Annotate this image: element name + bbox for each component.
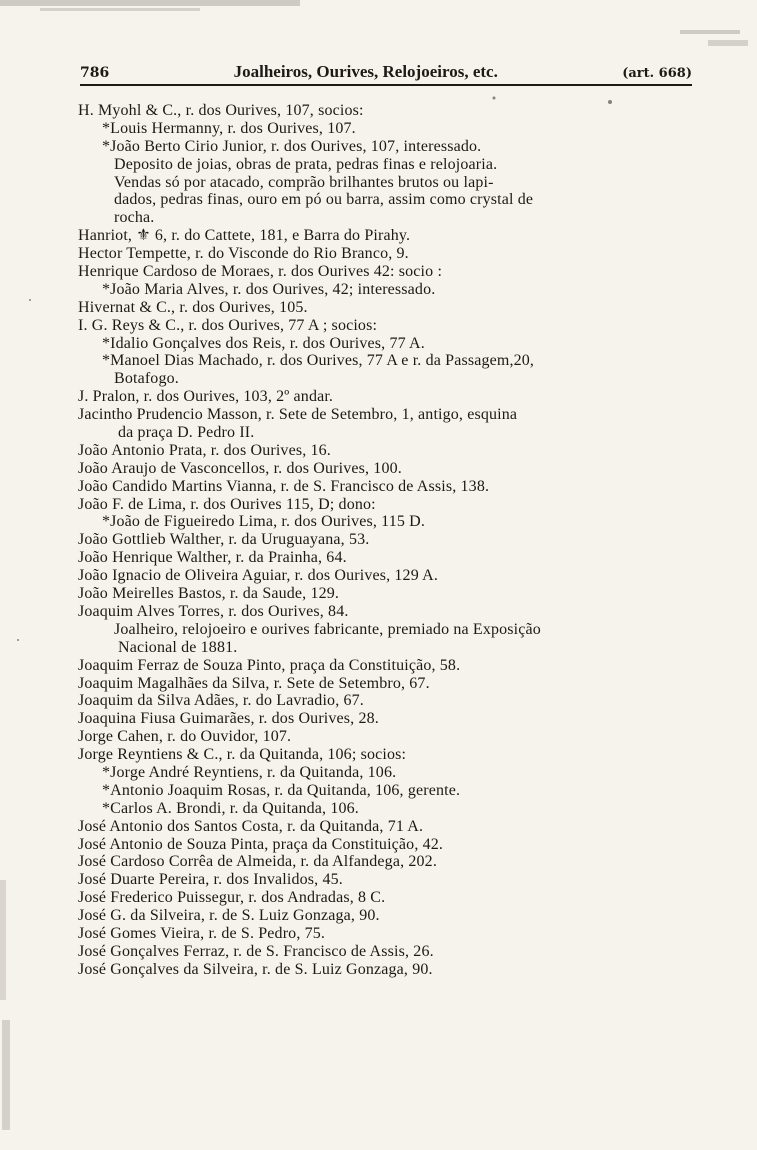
directory-entry: Joaquim Ferraz de Souza Pinto, praça da Constituição, 58.: [78, 656, 461, 674]
directory-entry: José Cardoso Corrêa de Almeida, r. da Alfandega, 202.: [78, 853, 437, 871]
page-number: 786: [80, 65, 110, 81]
entry-continuation: rocha.: [114, 209, 155, 227]
directory-entry: José Gonçalves da Silveira, r. de S. Luiz Gonzaga, 90.: [78, 960, 433, 978]
directory-entry: Joaquina Fiusa Guimarães, r. dos Ourives, 28.: [78, 710, 379, 728]
directory-entry: José Duarte Pereira, r. dos Invalidos, 45.: [78, 871, 343, 889]
entry-continuation: *Idalio Gonçalves dos Reis, r. dos Ourives, 77 A.: [102, 334, 425, 352]
directory-entry: Joaquim Magalhães da Silva, r. Sete de Setembro, 67.: [78, 674, 430, 692]
entry-continuation: *Carlos A. Brondi, r. da Quitanda, 106.: [102, 799, 359, 817]
directory-entry: José Frederico Puissegur, r. dos Andradas, 8 C.: [78, 889, 386, 907]
entry-continuation: Nacional de 1881.: [118, 638, 238, 656]
entry-continuation: *João Maria Alves, r. dos Ourives, 42; interessado.: [102, 280, 436, 298]
entry-continuation: *Jorge André Reyntiens, r. da Quitanda, 106.: [102, 763, 397, 781]
entry-continuation: Vendas só por atacado, comprão brilhantes brutos ou lapi-: [114, 173, 494, 191]
directory-entry: Hivernat & C., r. dos Ourives, 105.: [78, 298, 308, 316]
directory-entry: José Antonio dos Santos Costa, r. da Quitanda, 71 A.: [78, 817, 424, 835]
entry-continuation: Deposito de joias, obras de prata, pedras finas e relojoaria.: [114, 155, 498, 173]
directory-entry: Joaquim Alves Torres, r. dos Ourives, 84.: [78, 602, 349, 620]
directory-entry: José Antonio de Souza Pinta, praça da Constituição, 42.: [78, 835, 444, 853]
entry-continuation: *Manoel Dias Machado, r. dos Ourives, 77 A e r. da Passagem,20,: [102, 352, 535, 370]
entry-continuation: *João de Figueiredo Lima, r. dos Ourives, 115 D.: [102, 513, 426, 531]
directory-entry: José Gonçalves Ferraz, r. de S. Francisco de Assis, 26.: [78, 942, 434, 960]
running-title: Joalheiros, Ourives, Relojoeiros, etc.: [233, 62, 498, 81]
directory-entry: João Ignacio de Oliveira Aguiar, r. dos Ourives, 129 A.: [78, 567, 438, 585]
directory-entry: H. Myohl & C., r. dos Ourives, 107, socios:: [78, 102, 364, 119]
directory-entry: Henrique Cardoso de Moraes, r. dos Ourives 42: socio :: [78, 263, 443, 281]
entry-continuation: Joalheiro, relojoeiro e ourives fabricante, premiado na Exposição: [114, 620, 541, 638]
entry-continuation: dados, pedras finas, ouro em pó ou barra, assim como crystal de: [114, 191, 534, 209]
directory-entry: João Candido Martins Vianna, r. de S. Francisco de Assis, 138.: [78, 477, 490, 495]
directory-entry: I. G. Reys & C., r. dos Ourives, 77 A ; socios:: [78, 316, 378, 334]
entry-continuation: Botafogo.: [114, 370, 179, 388]
entry-continuation: *Louis Hermanny, r. dos Ourives, 107.: [102, 119, 356, 137]
entry-list: [78, 102, 718, 979]
directory-entry: José Gomes Vieira, r. de S. Pedro, 75.: [78, 924, 326, 942]
directory-entry: Jorge Reyntiens & C., r. da Quitanda, 106; socios:: [78, 746, 407, 764]
directory-entry: João Antonio Prata, r. dos Ourives, 16.: [78, 441, 331, 459]
directory-entry: J. Pralon, r. dos Ourives, 103, 2º andar.: [78, 388, 334, 406]
article-reference: (art. 668): [622, 66, 692, 81]
entry-continuation: da praça D. Pedro II.: [118, 424, 255, 442]
directory-entry: João Henrique Walther, r. da Prainha, 64.: [78, 549, 347, 567]
directory-entry: João Gottlieb Walther, r. da Uruguayana, 53.: [78, 531, 370, 549]
page-header: [80, 62, 692, 86]
entry-continuation: *Antonio Joaquim Rosas, r. da Quitanda, 106, gerente.: [102, 781, 461, 799]
directory-entry: Hector Tempette, r. do Visconde do Rio Branco, 9.: [78, 245, 409, 263]
directory-entry: Joaquim da Silva Adães, r. do Lavradio, 67.: [78, 692, 364, 710]
directory-entry: José G. da Silveira, r. de S. Luiz Gonzaga, 90.: [78, 907, 380, 925]
directory-entry: Jacintho Prudencio Masson, r. Sete de Setembro, 1, antigo, esquina: [78, 406, 518, 424]
directory-entry: Jorge Cahen, r. do Ouvidor, 107.: [78, 728, 292, 746]
directory-entry: João Meirelles Bastos, r. da Saude, 129.: [78, 585, 340, 603]
entry-continuation: *João Berto Cirio Junior, r. dos Ourives, 107, interessado.: [102, 137, 482, 155]
directory-entry: Hanriot, ⚜ 6, r. do Cattete, 181, e Barra do Pirahy.: [78, 227, 411, 245]
directory-entry: João F. de Lima, r. dos Ourives 115, D; dono:: [78, 495, 376, 513]
directory-entry: João Araujo de Vasconcellos, r. dos Ourives, 100.: [78, 459, 402, 477]
